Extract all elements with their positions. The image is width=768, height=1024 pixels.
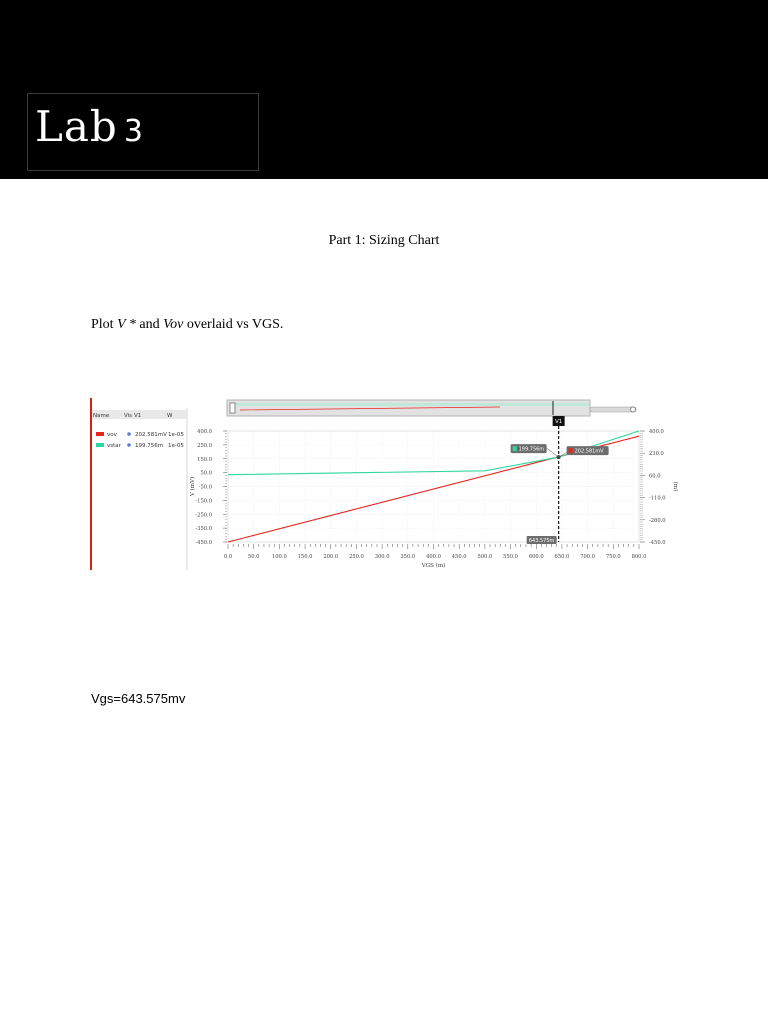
section-heading: Part 1: Sizing Chart bbox=[328, 233, 440, 248]
y-tick-label: 250.0 bbox=[197, 442, 212, 449]
header-band bbox=[0, 0, 768, 179]
overview-trace-vstar bbox=[233, 403, 589, 406]
x-tick-label: 350.0 bbox=[400, 554, 416, 560]
annotation-text-vov: 202.581mV bbox=[574, 448, 604, 455]
right-tick-label: 60.0 bbox=[649, 473, 661, 480]
legend-value-vov: 202.581mV bbox=[135, 432, 167, 438]
annotation-text-vstar: 199.756m bbox=[518, 446, 545, 453]
y-axis-label: V (mV) bbox=[190, 476, 196, 497]
y-tick-label: 150.0 bbox=[197, 456, 212, 463]
y-tick-label: -350.0 bbox=[195, 526, 212, 533]
x-tick-label: 750.0 bbox=[605, 554, 621, 560]
x-tick-label: 50.0 bbox=[247, 554, 260, 560]
right-tick-label: -280.0 bbox=[649, 517, 666, 524]
x-tick-label: 200.0 bbox=[323, 554, 339, 560]
x-tick-label: 150.0 bbox=[297, 554, 313, 560]
title-number: 3 bbox=[123, 114, 144, 149]
x-tick-label: 450.0 bbox=[451, 554, 467, 560]
eye-icon[interactable] bbox=[127, 432, 131, 436]
x-tick-label: 550.0 bbox=[503, 554, 518, 560]
y-tick-label: 50.0 bbox=[200, 470, 212, 477]
y-tick-label: -450.0 bbox=[195, 540, 212, 546]
var-vov: Vov bbox=[163, 317, 184, 332]
legend-value-vstar: 199.756m bbox=[135, 443, 164, 449]
x-tick-label: 250.0 bbox=[349, 554, 364, 560]
right-tick-label: -450.0 bbox=[649, 540, 666, 546]
x-tick-label: 0.0 bbox=[223, 554, 233, 560]
annotation-swatch-vstar bbox=[513, 446, 517, 451]
y-tick-label: -250.0 bbox=[195, 512, 212, 519]
x-tick-label: 700.0 bbox=[580, 554, 596, 560]
legend-swatch-vstar bbox=[96, 443, 104, 447]
legend-header-w: W bbox=[167, 413, 173, 419]
instruction-and: and bbox=[135, 317, 164, 332]
overview-scrollbar[interactable] bbox=[590, 407, 636, 412]
legend-w-vov: 1e-05 bbox=[168, 432, 184, 438]
marker-v1-label: V1 bbox=[555, 419, 563, 425]
x-tick-label: 300.0 bbox=[374, 554, 390, 560]
right-tick-label: 400.0 bbox=[649, 429, 664, 435]
legend-header-v1: V1 bbox=[134, 413, 142, 419]
plot-area bbox=[189, 416, 679, 569]
x-tick-label: 400.0 bbox=[426, 554, 441, 560]
x-tick-label: 500.0 bbox=[477, 554, 493, 560]
instruction-prefix: Plot bbox=[91, 317, 118, 332]
right-axis-label: (m) bbox=[672, 481, 678, 492]
legend-swatch-vov bbox=[96, 432, 104, 436]
right-tick-label: 230.0 bbox=[649, 451, 664, 458]
x-tick-label: 600.0 bbox=[528, 554, 544, 560]
x-tick-label: 100.0 bbox=[271, 554, 287, 560]
legend-name-vstar[interactable]: vstar bbox=[107, 443, 121, 449]
annotation-swatch-vov bbox=[569, 448, 573, 453]
eye-icon[interactable] bbox=[127, 443, 131, 447]
x-tick-label: 650.0 bbox=[554, 554, 570, 560]
overview-scroll-knob[interactable] bbox=[631, 407, 636, 412]
y-tick-label: -150.0 bbox=[195, 498, 212, 505]
legend-header-vis: Vis bbox=[124, 413, 133, 419]
legend-panel bbox=[90, 398, 188, 570]
instruction-suffix: overlaid vs VGS. bbox=[183, 317, 284, 332]
overview-left-handle[interactable] bbox=[230, 403, 235, 413]
vgs-result: Vgs=643.575mv bbox=[91, 691, 186, 706]
legend-name-vov[interactable]: vov bbox=[107, 432, 117, 438]
var-vstar: V * bbox=[117, 317, 136, 332]
title-box bbox=[27, 93, 259, 171]
right-tick-label: -110.0 bbox=[649, 495, 666, 502]
marker-x-readout: 643.575m bbox=[528, 538, 555, 544]
plot-instruction bbox=[91, 317, 283, 333]
page-title bbox=[35, 102, 144, 151]
y-tick-label: 400.0 bbox=[197, 429, 212, 435]
waveform-figure bbox=[90, 398, 680, 570]
x-axis-label: VGS (m) bbox=[421, 563, 446, 569]
title-text: Lab bbox=[35, 102, 118, 151]
legend-w-vstar: 1e-05 bbox=[168, 443, 184, 449]
x-tick-label: 800.0 bbox=[631, 554, 647, 560]
y-tick-label: -50.0 bbox=[198, 484, 212, 491]
legend-header-name: Name bbox=[93, 413, 110, 419]
